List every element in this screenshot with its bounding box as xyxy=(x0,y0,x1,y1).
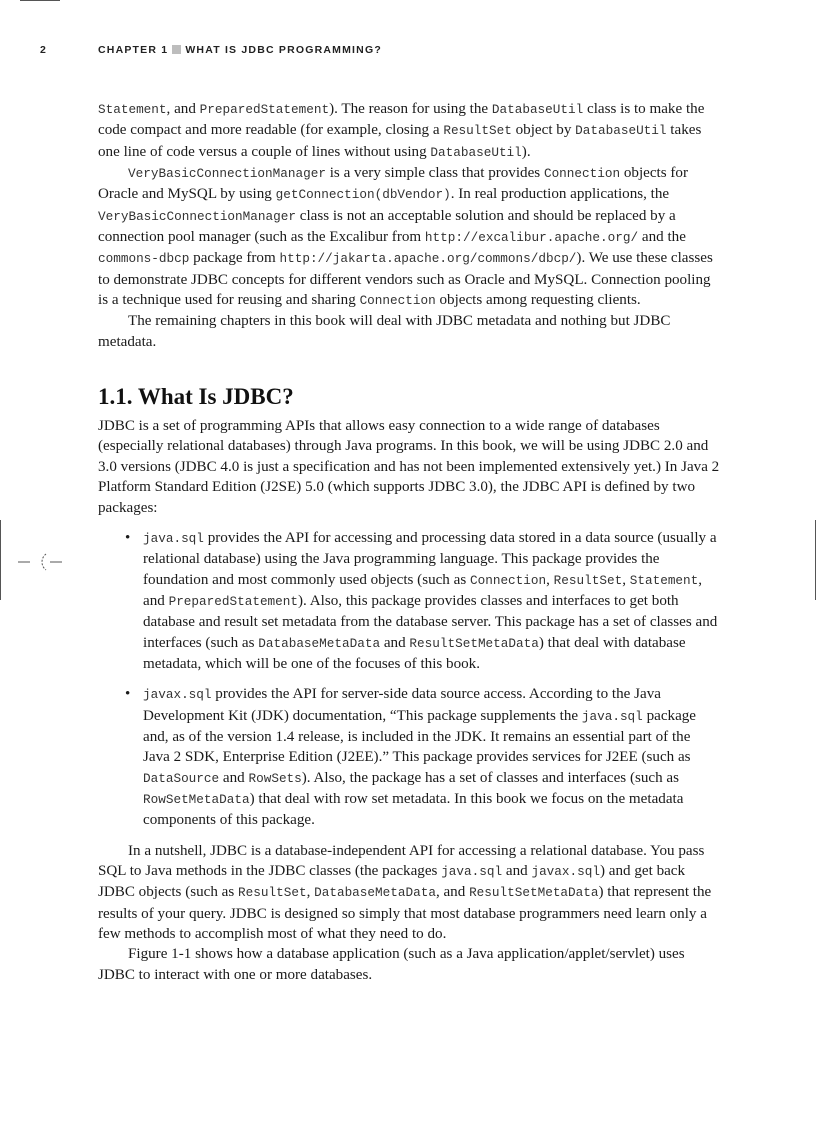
inline-code: RowSetMetaData xyxy=(143,791,250,807)
inline-code: java.sql xyxy=(441,864,503,879)
chapter-heading xyxy=(98,44,382,56)
inline-code: Connection xyxy=(543,166,621,182)
registration-mark-icon xyxy=(18,550,62,574)
inline-code: getConnection(dbVendor) xyxy=(275,187,451,203)
list-item-text: javax.sql provides the API for server-side data source access. According to the Java Development Kit (JDK) documentation, “This package supplements the java.sql package and, as of the version 1.4 release, is included in the JDK. It remains an essential part of the Java 2 SDK, Enterprise Edition (J2EE).” This package provides services for J2EE (such as DataSource and RowSets). Also, the package has a set of classes and interfaces (such as RowSetMetaData) that deal with row set metadata. In this book we focus on the metadata components of this package. xyxy=(143,686,697,829)
inline-code: ResultSet xyxy=(553,572,623,588)
paragraph-remaining-chapters: The remaining chapters in this book will deal with JDBC metadata and nothing but JDBC metadata. xyxy=(98,313,671,350)
inline-code: DataSource xyxy=(143,770,220,786)
crop-mark-left xyxy=(0,520,1,600)
paragraph-jdbc-intro: JDBC is a set of programming APIs that allows easy connection to a wide range of databases (especially relational databases) through Java programs. In this book, we will be using JDBC 2.0 and 3.0 versions (JDBC 4.0 is just a specification and has not been implemented extensively yet.) In Java 2 Platform Standard Edition (J2SE) 5.0 (which supports JDBC 3.0), the JDBC API is defined by two packages: xyxy=(98,418,720,516)
inline-code: ResultSet xyxy=(238,885,307,901)
separator-square-icon xyxy=(172,45,181,54)
inline-code: DatabaseMetaData xyxy=(258,635,381,651)
bullet-icon: • xyxy=(125,686,131,703)
list-item-java-sql xyxy=(98,528,720,674)
paragraph-connection-manager: VeryBasicConnectionManager is a very simple class that provides Connection objects for Oracle and MySQL by using getConnection(dbVendor). In real production applications, the VeryBasicConnectionManager class is not an acceptable solution and should be replaced by a connection pool manager (such as the Excalibur from http://excalibur.apache.org/ and the commons-dbcp package from http://jakarta.apache.org/commons/dbcp/). We use these classes to demonstrate JDBC concepts for different vendors such as Oracle and MySQL. Connection pooling is a technique used for reusing and sharing Connection objects among requesting clients. xyxy=(98,165,713,309)
running-header xyxy=(40,44,776,60)
crop-mark-top xyxy=(20,0,60,1)
list-item-text: java.sql provides the API for accessing and processing data stored in a data source (usually a relational database) using the Java programming language. This package provides the foundation and most commonly used objects (such as Connection, ResultSet, Statement, and PreparedStatement). Also, this package provides classes and interfaces to get both database and result set metadata from the database server. This package has a set of classes and interfaces (such as DatabaseMetaData and ResultSetMetaData) that deal with database metadata, which will be one of the focuses of this book. xyxy=(143,529,718,672)
package-list xyxy=(98,528,720,831)
inline-code: Statement xyxy=(98,102,167,117)
page-body xyxy=(98,99,720,985)
inline-code: PreparedStatement xyxy=(168,593,299,609)
inline-code: DatabaseMetaData xyxy=(314,885,436,901)
inline-code: java.sql xyxy=(581,708,643,724)
paragraph-nutshell: In a nutshell, JDBC is a database-independent API for accessing a relational database. You pass SQL to Java methods in the JDBC classes (the packages java.sql and javax.sql) and get back JDBC objects (such as ResultSet, DatabaseMetaData, and ResultSetMetaData) that represent the results of your query. JDBC is designed so simply that most database programmers need learn only a few methods to accomplish most of what they need to do. xyxy=(98,842,712,943)
inline-code: http://jakarta.apache.org/commons/dbcp/ xyxy=(279,251,577,267)
inline-code: ResultSetMetaData xyxy=(469,885,599,901)
inline-code: DatabaseUtil xyxy=(575,123,667,139)
chapter-title: WHAT IS JDBC PROGRAMMING? xyxy=(185,44,382,56)
inline-code: java.sql xyxy=(143,530,204,546)
page-number: 2 xyxy=(40,44,48,56)
chapter-label: CHAPTER 1 xyxy=(98,44,169,56)
inline-code: javax.sql xyxy=(143,687,212,703)
section-heading: 1.1. What Is JDBC? xyxy=(98,384,294,410)
inline-code: VeryBasicConnectionManager xyxy=(98,208,296,224)
inline-code: http://excalibur.apache.org/ xyxy=(424,230,639,246)
inline-code: Connection xyxy=(359,293,436,309)
inline-code: PreparedStatement xyxy=(199,102,330,117)
paragraph-continued: Statement, and PreparedStatement). The reason for using the DatabaseUtil class is to make the code compact and more readable (for example, closing a ResultSet object by DatabaseUtil takes one line of code versus a couple of lines without using DatabaseUtil). xyxy=(98,101,705,160)
bullet-icon: • xyxy=(125,529,131,546)
inline-code: DatabaseUtil xyxy=(430,144,522,160)
inline-code: RowSets xyxy=(248,770,302,786)
inline-code: ResultSet xyxy=(443,123,512,139)
inline-code: Connection xyxy=(469,572,547,588)
inline-code: ResultSetMetaData xyxy=(409,635,539,651)
inline-code: javax.sql xyxy=(531,864,600,879)
list-item-javax-sql xyxy=(98,684,720,830)
inline-code: Statement xyxy=(629,572,699,588)
paragraph-figure-reference: Figure 1-1 shows how a database application (such as a Java application/applet/servlet) uses JDBC to interact with one or more databases. xyxy=(98,946,685,983)
inline-code: VeryBasicConnectionManager xyxy=(128,166,326,182)
inline-code: DatabaseUtil xyxy=(491,102,584,117)
inline-code: commons-dbcp xyxy=(98,251,190,267)
